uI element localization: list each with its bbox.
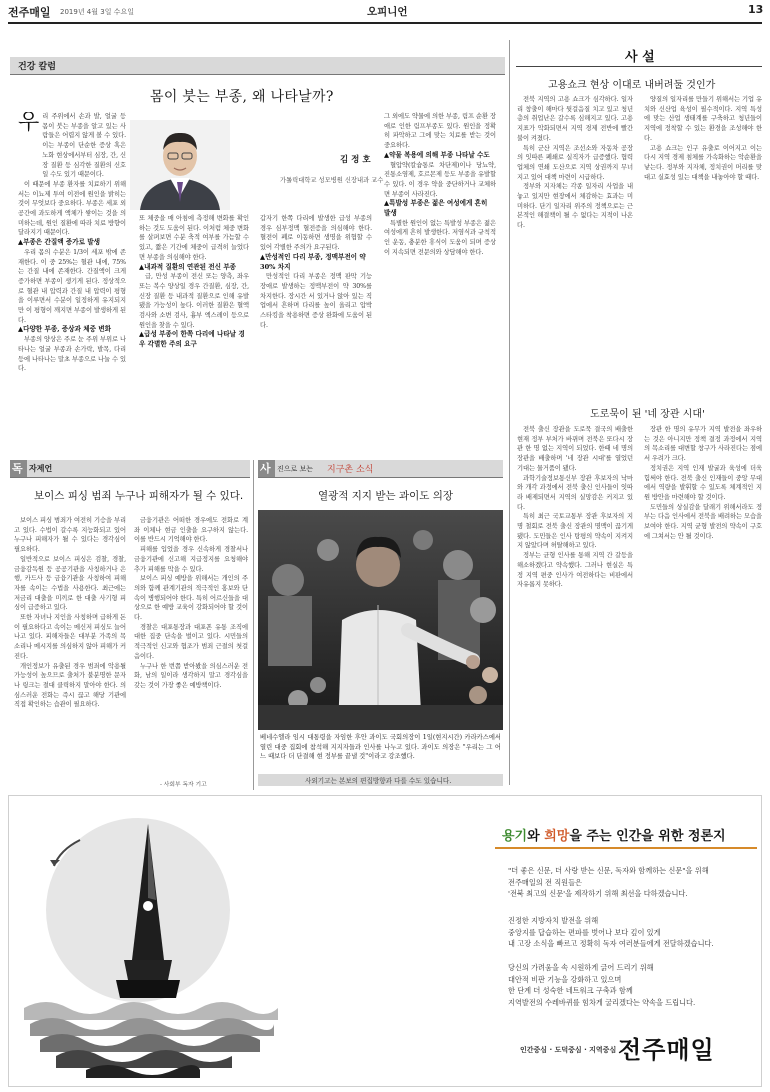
author-photo (130, 120, 230, 210)
health-p11: 특별한 원인이 없는 특발성 부종은 젊은 여성에게 흔히 발생한다. 저염식과 규칙적인 운동, 충분한 휴식이 도움이 되며 증상이 지속되면 전문의와 상담해야 한다. (384, 219, 496, 256)
health-tag-label: 건강 칼럼 (18, 62, 56, 72)
photo-tag-small: 진으로 보는 (277, 465, 314, 473)
ad-line-2: 전주매일의 전 직원들은 (508, 877, 583, 887)
health-h6: ▲약물 복용에 의해 부종 나타날 수도 (384, 150, 490, 159)
editorial-2-col-b (644, 425, 762, 780)
health-col-4 (384, 112, 496, 442)
health-tag (10, 57, 505, 74)
news-photo (258, 510, 503, 730)
health-h1: ▲부종은 간질액 증가로 발생 (18, 238, 101, 247)
health-p1: 리 주위에서 손과 발, 얼굴 등 몸이 붓는 부종을 알고 있는 사람들은 어렵지 않게 볼 수 있다. 이는 부종이 단순한 증상 혹은 노화 현상에서부터 심장, 간, 신장 질환 등 심각한 질환의 신호일 수도 있기 때문이다. (42, 113, 126, 179)
editorial-1-col-b (644, 95, 762, 357)
ad-line-10: 지역발전의 수레바퀴를 힘차게 굴리겠다는 약속을 드립니다. (508, 997, 696, 1007)
health-col-2 (139, 214, 249, 442)
editorial-rule (516, 66, 762, 67)
reader-tag-big: 독 (12, 462, 23, 475)
reader-p1: 보이스 피싱 범죄가 여전히 기승을 부리고 있다. 수법이 갈수록 지능화되고 있어 누구나 피해자가 될 수 있다는 경각심이 필요하다. (14, 517, 126, 554)
ed2-p3: 특히 최근 국토교통부 장관 후보자의 지명 철회로 전북 출신 장관의 명맥이 끊기게 됐다. 도민들은 인사 탕평의 약속이 지켜지지 않았다며 허탈해하고 있다. (517, 513, 633, 550)
health-h2: ▲다양한 부종, 증상과 체중 변화 (18, 325, 111, 334)
ed1-p3: 정부와 지자체는 각종 일자리 사업을 내놓고 있지만 현장에서 체감하는 효과는 미미하다. 단기 일자리 위주의 정책으로는 근본적인 해결책이 될 수 없다는 지적이 나온다. (517, 183, 633, 230)
ad-paragraph-1 (508, 865, 758, 900)
health-h3: ▲내과적 질환의 연관된 전신 부종 (139, 262, 237, 271)
health-h4: ▲급성 부종이 한쪽 다리에 나타날 경우 각별한 주의 요구 (139, 330, 245, 349)
ed1-p5: 고용 쇼크는 인구 유출로 이어지고 이는 다시 지역 경제 침체를 가속화하는 악순환을 낳는다. 정부와 지자체, 정치권이 머리를 맞대고 실효성 있는 대책을 내놓아야 할 때다. (644, 144, 762, 181)
health-col-3 (260, 214, 372, 442)
health-col-1 (18, 112, 126, 442)
ad-line-8: 대안적 비판 기능을 강화하고 있으며 (508, 974, 622, 984)
health-title: 몸이 붓는 부종, 왜 나타날까? (150, 89, 334, 105)
ed2-p6: 정치권은 지역 인재 발굴과 육성에 더욱 힘써야 한다. 전북 출신 인재들이 중앙 무대에서 역량을 발휘할 수 있도록 체계적인 지원 방안을 마련해야 할 것이다. (644, 464, 762, 501)
ad-slogan: 인간중심 · 도덕중심 · 지역중심 (520, 1046, 617, 1054)
reader-p7: 보이스 피싱 예방을 위해서는 개인의 주의와 함께 관계기관의 적극적인 홍보와 단속이 병행되어야 한다. 특히 어르신들을 대상으로 한 예방 교육이 강화되어야 할 것이다. (134, 575, 248, 622)
health-p2: 이 때문에 부종 환자를 치료하기 위해서는 이뇨제 투여 이전에 원인을 밝히는 것이 무엇보다 중요하다. 부종은 세포 외 공간에 과도하게 액체가 쌓이는 것을 의미하는데, 원인 질환에 따라 치료 방향이 달라지기 때문이다. (18, 180, 126, 237)
editorial-title-2: 도로묵이 된 '네 장관 시대' (590, 409, 705, 420)
page-number: 13 (748, 3, 764, 16)
ad-illustration (20, 810, 280, 1080)
health-dropcap: 우 (18, 112, 40, 135)
ad-line-3: '전북 최고의 신문'을 제작하기 위해 최선을 다하겠습니다. (508, 889, 688, 898)
ad-headline-b: 와 (527, 829, 545, 844)
ed2-p2: 과학기술정보통신부 장관 후보자의 낙마와 개각 과정에서 전북 출신 인사들이 잇따라 배제되면서 지역의 실망감은 커지고 있다. (517, 474, 633, 511)
ed1-p1: 전북 지역의 고용 쇼크가 심각하다. 일자리 창출이 해마다 뒷걸음질 치고 있고 청년층의 취업난은 갈수록 심해지고 있다. 고용 지표가 악화되면서 지역 경제 전반에 빨간불이 켜졌다. (517, 96, 633, 142)
health-h7: ▲특발성 부종은 젊은 여성에게 흔히 발생 (384, 199, 488, 218)
ed1-p2: 특히 군산 지역은 조선소와 자동차 공장의 잇따른 폐쇄로 실직자가 급증했다. 협력업체의 연쇄 도산으로 지역 상권까지 무너지고 있어 대책 마련이 시급하다. (517, 144, 633, 181)
issue-date: 2019년 4월 3일 수요일 (60, 8, 134, 16)
ed2-p5: 장관 한 명의 유무가 지역 발전을 좌우하는 것은 아니지만 정책 결정 과정에서 지역의 목소리를 대변할 창구가 사라진다는 점에서 우려가 크다. (644, 426, 762, 463)
health-p8: 만성적인 다리 부종은 정맥 판막 기능 장애로 발생하는 정맥부전이 약 30%를 차지한다. 장시간 서 있거나 앉아 있는 직업에서 흔하며 다리를 높이 올리고 압박 스타킹을 착용하면 증상 완화에 도움이 된다. (260, 273, 372, 329)
author-title: 가톨릭대학교 성모병원 신장내과 교수 (280, 177, 384, 184)
editorial-divider (509, 40, 510, 785)
ad-line-6: 내 고장 소식을 빠르고 정확히 독자 여러분들에게 전달하겠습니다. (508, 939, 714, 948)
photo-rule (258, 477, 503, 478)
reader-p4: 개인정보가 유출된 경우 범죄에 악용될 가능성이 높으므로 출처가 불분명한 문자나 링크는 절대 클릭하지 말아야 한다. 의심스러운 전화는 즉시 끊고 해당 기관에 직접 확인하는 습관이 필요하다. (14, 662, 126, 709)
ad-line-1: "더 좋은 신문, 더 사랑 받는 신문, 독자와 함께하는 신문"을 위해 (508, 866, 709, 875)
author-name: 김 정 호 (340, 155, 371, 165)
reader-p6: 피해를 입었을 경우 신속하게 경찰서나 금융기관에 신고해 지급정지를 요청해야 추가 피해를 막을 수 있다. (134, 546, 248, 573)
health-h5: ▲만성적인 다리 부종, 정맥부전이 약 30% 차지 (260, 252, 366, 271)
health-p3: 우리 몸의 수분은 1/3이 세포 밖에 존재한다. 이 중 25%는 혈관 내에, 75%는 간질 내에 존재한다. 간질액이 크게 증가하면 부종이 생기게 된다. 정상적으로 혈관 내 압력과 간질 내 압력이 평형을 이루면서 수분이 일정하게 유지되지만 이 평형이 깨지면 부종이 발생하게 된다. (18, 248, 126, 324)
health-p5: 또 체중을 매 아침에 측정해 변화를 확인하는 것도 도움이 된다. 이처럼 체중 변화를 살펴보면 수분 축적 여부를 가늠할 수 있고, 짧은 기간에 체중이 급격히 늘었다면 부종을 의심해야 한다. (139, 215, 249, 261)
ad-line-7: 당신의 가려움을 속 시원하게 긁어 드리기 위해 (508, 963, 654, 972)
health-p9: 그 외에도 약물에 의한 부종, 림프 순환 장애로 인한 림프부종도 있다. 원인을 정확히 파악하고 그에 맞는 치료를 받는 것이 중요하다. (384, 113, 496, 150)
ad-headline-d: 을 주는 인간을 위한 정론지 (569, 829, 726, 844)
editorial-title-1: 고용쇼크 현상 이대로 내버려둘 것인가 (548, 80, 716, 91)
reader-p3: 또한 자녀나 지인을 사칭하며 급하게 돈이 필요하다고 속이는 메신저 피싱도 늘어나고 있다. 피해자들은 대부분 가족의 목소리나 메시지를 의심하지 않아 피해가 커진다. (14, 614, 126, 660)
editorial-section: 사 설 (625, 50, 655, 65)
ed2-p1: 전북 출신 장관을 도로묵 결국의 배출한 현재 정부 부처가 바뀌며 전북은 또다시 장관 한 명 없는 지역이 되었다. 한때 네 명의 장관을 배출하며 '네 장관 시대'를 열었던 기대는 물거품이 됐다. (517, 426, 633, 472)
ad-line-4: 진정한 지방자치 발전을 위해 (508, 916, 599, 925)
ad-line-5: 중앙지를 답습하는 편파를 벗어나 보다 깊이 있게 (508, 927, 661, 937)
reader-divider (253, 460, 254, 790)
reader-signature: - 사회부 독자 기고 (160, 782, 207, 788)
health-top-rule (10, 74, 505, 75)
health-p4: 부종의 양상은 주로 눈 주위 부위로 나타나는 얼굴 부종과 손가락, 발목, 다리 등에 나타나는 말초 부종으로 나눌 수 있다. (18, 336, 126, 373)
section-name: 오피니언 (367, 6, 408, 18)
ad-paragraph-3 (508, 962, 758, 1008)
photo-tag-big: 사 (260, 462, 271, 475)
reader-tag-rest: 자제언 (29, 464, 53, 473)
ad-line-9: 한 단계 더 성숙한 네트워크 구축과 함께 (508, 986, 633, 995)
ed2-p4: 정부는 균형 인사를 통해 지역 간 갈등을 해소하겠다고 약속했다. 그러나 현실은 특정 지역 편중 인사가 여전하다는 비판에서 자유롭지 못하다. (517, 552, 633, 589)
health-p7: 갑자기 한쪽 다리에 발생한 급성 부종의 경우 심부정맥 혈전증을 의심해야 한다. 혈전이 폐로 이동하면 생명을 위협할 수 있어 각별한 주의가 요구된다. (260, 215, 372, 252)
paper-name: 전주매일 (8, 6, 51, 19)
ed1-p4: 양질의 일자리를 만들기 위해서는 기업 유치와 신산업 육성이 필수적이다. 지역 특성에 맞는 산업 생태계를 구축하고 청년들이 지역에 정착할 수 있는 환경을 조성해야 한다. (644, 96, 762, 142)
header-rule (8, 22, 762, 24)
health-p10: 혈압약(칼슘통로 차단제)이나 당뇨약, 진통소염제, 호르몬제 등도 부종을 유발할 수 있다. 이 경우 약을 중단하거나 교체하면 부종이 사라진다. (384, 161, 496, 198)
reader-p5: 금융기관은 어떠한 경우에도 전화로 계좌 이체나 현금 인출을 요구하지 않는다. 이를 반드시 기억해야 한다. (134, 517, 248, 544)
opinion-notice: 사외기고는 본보의 편집방향과 다를 수도 있습니다. (305, 777, 452, 785)
masthead (0, 0, 770, 24)
photo-caption: 베네수엘라 임시 대통령을 자임한 후안 과이도 국회의장이 1일(현지시간) 카라카스에서 열린 대중 집회에 참석해 지지자들과 인사를 나누고 있다. 과이도 의장은 "우리는 그 어느 때보다 더 단결해 현 정부를 끝낼 것"이라고 강조했다. (260, 734, 501, 760)
health-p6: 급, 만성 부종이 전신 또는 양측, 좌우 또는 복수 양상일 경우 간질환, 심장, 간, 신장 질환 등 내과적 질환으로 인해 유발됐을 가능성이 높다. 이러한 질환은 혈액 검사와 소변 검사, 흉부 엑스레이 등으로 원인을 찾을 수 있다. (139, 273, 249, 329)
reader-title: 보이스 피싱 범죄 누구나 피해자가 될 수 있다. (34, 490, 244, 502)
ad-brand: 전주매일 (618, 1036, 715, 1064)
reader-col-a (14, 516, 126, 781)
photo-title: 열광적 지지 받는 과이도 의장 (318, 490, 454, 502)
ad-headline-a: 용기 (502, 829, 528, 844)
editorial-2-col-a (517, 425, 633, 780)
ad-headline-rule (495, 847, 757, 849)
reader-p9: 누구나 한 번쯤 받아봤을 의심스러운 전화, 남의 일이라 생각하지 말고 경각심을 갖는 것이 가장 좋은 예방책이다. (134, 662, 248, 689)
editorial-1-col-a (517, 95, 633, 357)
ad-paragraph-2 (508, 915, 758, 950)
reader-col-b (134, 516, 248, 778)
reader-rule (10, 477, 250, 478)
reader-p8: 경찰은 대포통장과 대포폰 유통 조직에 대한 집중 단속을 벌이고 있다. 시민들의 적극적인 신고와 협조가 범죄 근절의 첫걸음이다. (134, 623, 248, 660)
ed2-p7: 도민들의 상실감을 달래기 위해서라도 정부는 다음 인사에서 전북을 배려하는 모습을 보여야 한다. 지역 균형 발전의 약속이 구호에 그쳐서는 안 될 것이다. (644, 503, 762, 540)
ad-headline (502, 825, 726, 844)
ad-headline-c: 희망 (544, 829, 570, 844)
photo-tag-accent: 지구촌 소식 (327, 465, 374, 475)
reader-p2: 일반적으로 보이스 피싱은 검찰, 경찰, 금융감독원 등 공공기관을 사칭하거나 은행, 카드사 등 금융기관을 사칭하여 피해자를 속이는 수법을 사용한다. 최근에는 저금리 대출을 미끼로 한 대출 사기형 피싱이 급증하고 있다. (14, 555, 126, 612)
